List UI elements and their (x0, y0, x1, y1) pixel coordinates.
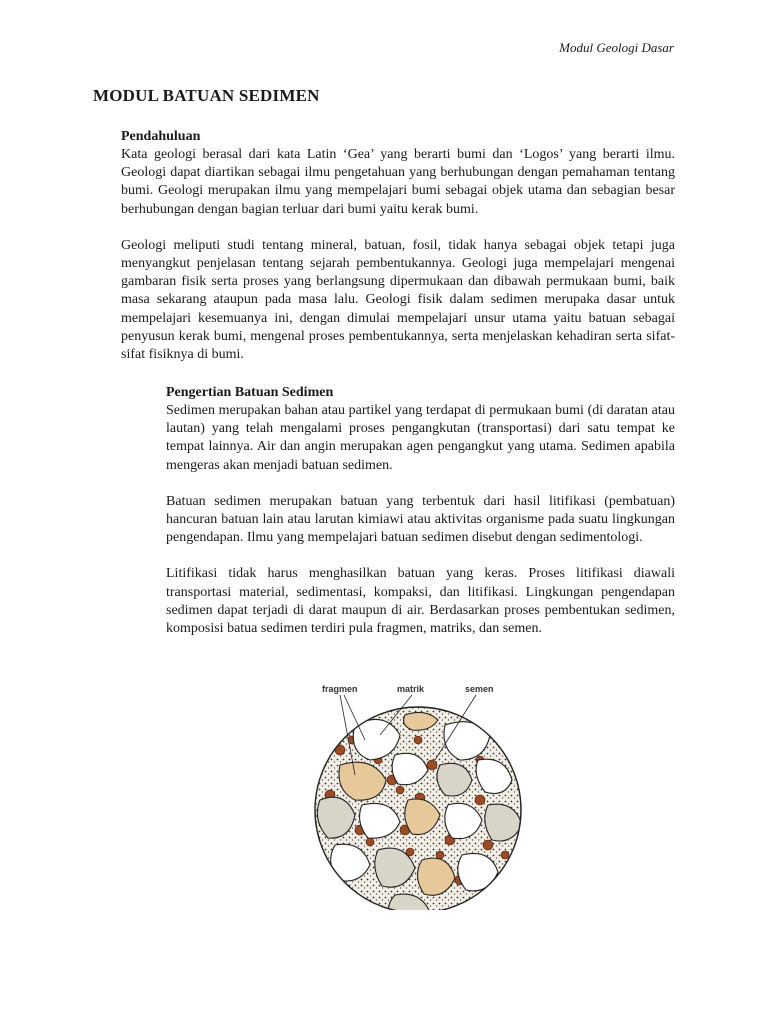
section-pendahuluan (121, 128, 675, 382)
rock-section (300, 700, 540, 910)
sediment-texture-figure (300, 680, 540, 910)
label-matrik: matrik (397, 684, 425, 694)
section-heading-pendahuluan: Pendahuluan (121, 129, 201, 144)
section-pengertian-batuan-sedimen (166, 384, 675, 656)
label-fragmen: fragmen (322, 684, 358, 694)
paragraph: Litifikasi tidak harus menghasilkan batuan yang keras. Proses litifikasi diawali transportasi material, sedimentasi, kompaksi, dan litifikasi. Lingkungan pengendapan sedimen dapat terjadi di darat maupun di air. Berdasarkan proses pembentukan sedimen, komposisi batua sedimen terdiri pula fragmen, matriks, dan semen. (166, 566, 675, 637)
paragraph: Batuan sedimen merupakan batuan yang terbentuk dari hasil litifikasi (pembatuan) hancuran batuan lain atau larutan kimiawi atau aktivitas organisme pada suatu lingkungan pengendapan. Ilmu yang mempelajari batuan sedimen disebut dengan sedimentologi. (166, 493, 675, 546)
paragraph: Geologi meliputi studi tentang mineral, batuan, fosil, tidak hanya sebagai objek tetapi juga menyangkut penjelasan tentang sejarah pembentukannya. Geologi juga mempelajari mengenai gambaran fisik serta proses yang berlangsung dipermukaan dan dibawah permukaan bumi, baik masa sekarang ataupun pada masa lalu. Geologi fisik dalam sedimen merupaka dasar untuk mempelajari kesemuanya ini, dengan dimulai mempelajari unsur utama yaitu batuan sebagai penyusun kerak bumi, mengenal proses pembentukannya, serta menjelaskan kehadiran serta sifat-sifat fisiknya di bumi. (121, 237, 675, 363)
document-title: MODUL BATUAN SEDIMEN (93, 86, 320, 105)
paragraph: Kata geologi berasal dari kata Latin ‘Gea’ yang berarti bumi dan ‘Logos’ yang berarti ilmu. Geologi dapat diartikan sebagai ilmu pengetahuan yang berhubungan dengan pemahaman tentang bumi. Geologi merupakan ilmu yang mempelajari bumi sebagai objek utama dan sebagian besar berhubungan dengan bagian terluar dari bumi yaitu kerak bumi. (121, 147, 675, 217)
section-heading-pengertian: Pengertian Batuan Sedimen (166, 385, 334, 400)
running-header: Modul Geologi Dasar (559, 40, 674, 55)
sediment-texture-diagram (300, 680, 540, 910)
paragraph: Sedimen merupakan bahan atau partikel yang terdapat di permukaan bumi (di daratan atau lautan) yang telah mengalami proses pengangkutan (transportasi) dari satu tempat ke tempat lainnya. Air dan angin merupakan agen pengangkut yang utama. Sedimen apabila mengeras akan menjadi batuan sedimen. (166, 403, 675, 473)
label-semen: semen (465, 684, 494, 694)
